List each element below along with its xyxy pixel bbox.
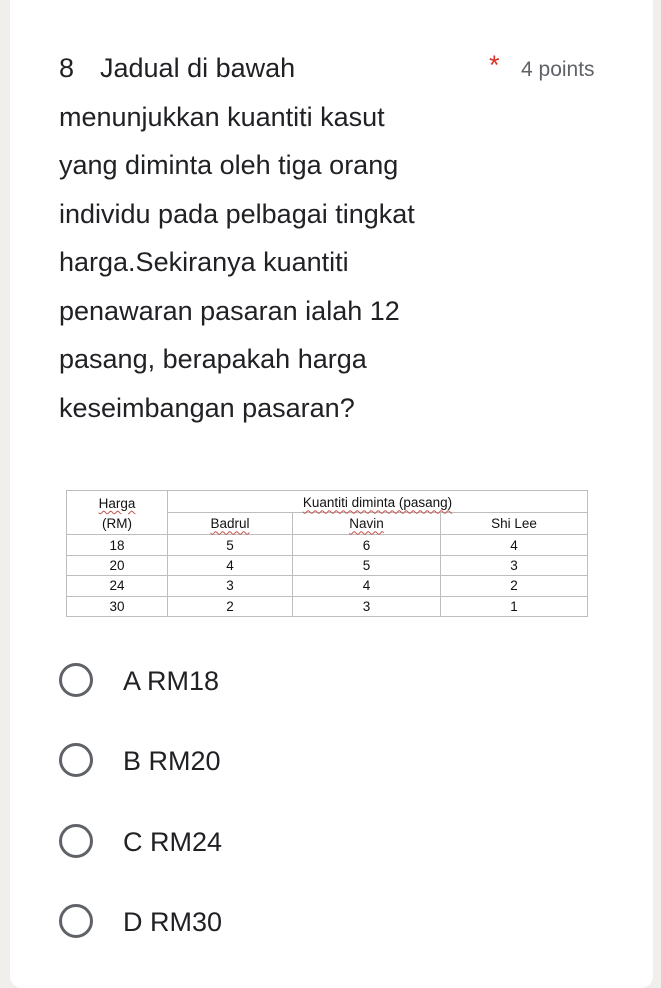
table-cell: 4 <box>168 555 293 575</box>
question-text-line: harga.Sekiranya kuantiti <box>59 247 349 277</box>
table-row <box>67 555 588 575</box>
table-header-group-label: Kuantiti diminta (pasang) <box>302 495 453 511</box>
radio-button-b[interactable] <box>59 743 93 777</box>
table-row <box>67 596 588 616</box>
table-cell: 30 <box>67 596 168 616</box>
table-cell: 6 <box>293 535 441 555</box>
table-cell: 1 <box>441 596 588 616</box>
option-c[interactable] <box>59 824 459 864</box>
table-header-navin <box>293 513 441 535</box>
table-row <box>67 576 588 596</box>
question-text-line: menunjukkan kuantiti kasut <box>59 102 385 132</box>
table-cell: 5 <box>293 555 441 575</box>
table-cell: 2 <box>441 576 588 596</box>
required-indicator: * <box>489 50 500 80</box>
option-b-label[interactable]: B RM20 <box>123 746 221 776</box>
table-header-navin-label: Navin <box>349 516 384 532</box>
table-cell: 4 <box>441 535 588 555</box>
question-text-line: yang diminta oleh tiga orang <box>59 150 399 180</box>
option-d[interactable] <box>59 904 459 944</box>
table-cell: 18 <box>67 535 168 555</box>
radio-button-a[interactable] <box>59 663 93 697</box>
table-header-badrul <box>168 513 293 535</box>
radio-button-c[interactable] <box>59 824 93 858</box>
question-number: 8 <box>59 53 75 83</box>
table-cell: 3 <box>293 596 441 616</box>
option-b[interactable] <box>59 743 459 783</box>
table-header-price <box>67 491 168 513</box>
option-c-label[interactable]: C RM24 <box>123 827 223 857</box>
option-a[interactable] <box>59 663 459 703</box>
question-title: Jadual di bawah <box>100 53 296 83</box>
table-cell: 3 <box>168 576 293 596</box>
table-header-group <box>168 491 588 513</box>
table-header-badrul-label: Badrul <box>210 516 250 532</box>
question-text-line: keseimbangan pasaran? <box>59 393 355 423</box>
demand-table <box>66 490 588 617</box>
table-cell: 20 <box>67 555 168 575</box>
table-header-shilee: Shi Lee <box>441 513 588 535</box>
question-text-line: penawaran pasaran ialah 12 <box>59 296 400 326</box>
question-text-line: individu pada pelbagai tingkat <box>59 199 415 229</box>
table-header-unit: (RM) <box>67 513 168 535</box>
table-cell: 2 <box>168 596 293 616</box>
table-cell: 3 <box>441 555 588 575</box>
option-a-label[interactable]: A RM18 <box>123 666 220 696</box>
points-label: 4 points <box>521 58 595 81</box>
table-row <box>67 535 588 555</box>
question-text-line: pasang, berapakah harga <box>59 344 367 374</box>
radio-button-d[interactable] <box>59 904 93 938</box>
table-cell: 4 <box>293 576 441 596</box>
table-header-price-label: Harga <box>98 495 136 511</box>
option-d-label[interactable]: D RM30 <box>123 907 223 937</box>
table-cell: 24 <box>67 576 168 596</box>
table-cell: 5 <box>168 535 293 555</box>
